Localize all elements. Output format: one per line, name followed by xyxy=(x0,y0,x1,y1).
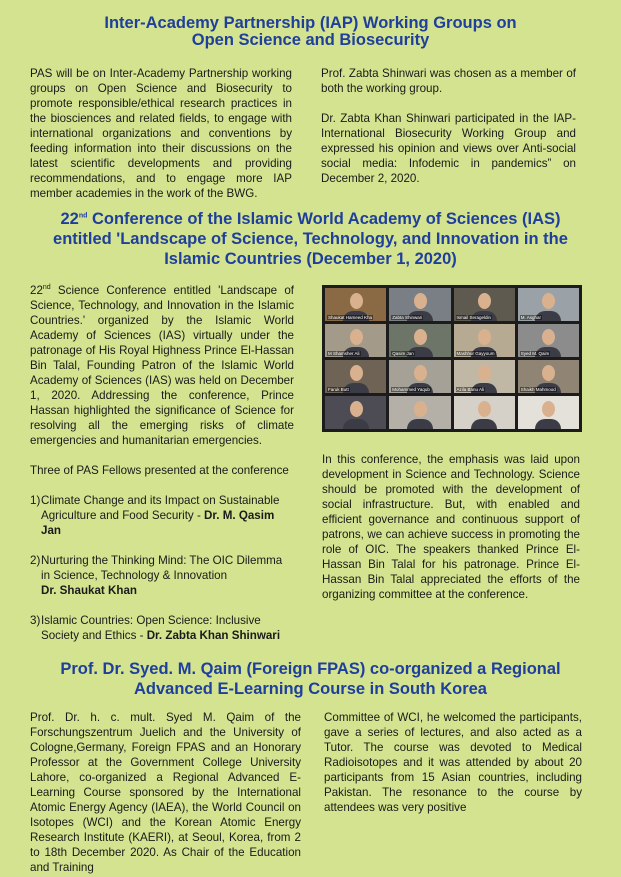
participant-tile xyxy=(389,324,450,357)
participant-tile xyxy=(325,360,386,393)
talk-title: Islamic Countries: Open Science: Inclusive Society and Ethics - xyxy=(41,614,261,642)
talk-text xyxy=(41,613,294,643)
talk-title: Climate Change and its Impact on Sustainable Agriculture and Food Security - xyxy=(41,494,280,522)
participant-face xyxy=(478,293,491,309)
title-line: Prof. Dr. Syed. M. Qaim (Foreign FPAS) co-organized a Regional xyxy=(60,660,561,678)
participant-face xyxy=(542,365,555,381)
participant-tile xyxy=(518,288,579,321)
participant-face xyxy=(542,401,555,417)
participant-name: Mashhur Gayyoum xyxy=(456,351,495,356)
talk-speaker: Dr. Zabta Khan Shinwari xyxy=(146,629,281,642)
participant-face xyxy=(414,293,427,309)
participant-face xyxy=(414,401,427,417)
participant-tile xyxy=(454,396,515,429)
talk-text xyxy=(41,493,294,538)
fellows-intro: Three of PAS Fellows presented at the conference xyxy=(30,464,289,477)
title-number: 22 xyxy=(60,210,79,228)
paragraph: PAS will be on Inter-Academy Partnership working groups on Open Science and Biosecurity to promote responsible/ethical research practices in the biosciences and related fields, to engage with international organizations and conventions by feeding information into their discussions on the latest scientific developments and providing recommendations, and to engage more IAP member academies in the work of the BWG. xyxy=(30,67,292,200)
participant-body xyxy=(471,419,497,429)
video-conference-photo xyxy=(322,285,582,432)
title-line: Advanced E-Learning Course in South Korea xyxy=(134,680,487,698)
participant-face xyxy=(542,293,555,309)
participant-name: Ismail Serageldin xyxy=(456,315,492,320)
participant-tile xyxy=(454,324,515,357)
section-title-qaim xyxy=(0,659,621,699)
participant-name: Faruk Butt xyxy=(328,387,349,392)
participant-tile xyxy=(389,288,450,321)
participant-name: Zabta Shinwari xyxy=(392,315,423,320)
section-title-iap xyxy=(0,15,621,49)
participant-face xyxy=(478,365,491,381)
participant-face xyxy=(350,293,363,309)
ias-left-column xyxy=(30,283,294,643)
superscript: nd xyxy=(42,284,51,292)
participant-tile xyxy=(325,288,386,321)
participant-name: M. Asghar xyxy=(520,315,542,320)
title-line: Inter-Academy Partnership (IAP) Working Groups on xyxy=(104,14,517,32)
text: Science Conference entitled 'Landscape of Science, Technology, and Innovation in the Islamic Countries.' organized by the Islamic World Academy of Sciences (IAS) virtually under the patronage of His Royal Highness Prince El-Hassan Bin Talal, Founding Patron of the Islamic World Academy of Sciences (IAS) was held on December 1, 2020. Addressing the conference, Prince Hassan highlighted the significance of Science for resolving all the emerging risks of climate emergencies and humanitarian emergencies. xyxy=(30,284,294,447)
talk-item xyxy=(30,613,294,643)
talk-number: 1) xyxy=(30,494,41,507)
participant-body xyxy=(407,419,433,429)
participant-name: Qasim Jan xyxy=(392,351,414,356)
talk-number: 3) xyxy=(30,614,41,627)
talk-text xyxy=(41,553,294,598)
qaim-left-column xyxy=(30,710,301,875)
title-line: entitled 'Landscape of Science, Technology, and Innovation in the xyxy=(53,230,568,248)
participant-tile xyxy=(518,396,579,429)
title-superscript: nd xyxy=(78,212,88,220)
participant-face xyxy=(350,365,363,381)
participant-name: M Shamsher Ali xyxy=(328,351,360,356)
participant-face xyxy=(478,401,491,417)
paragraph: Prof. Dr. h. c. mult. Syed M. Qaim of the Forschungszentrum Juelich and the University of Cologne,Germany, Foreign FPAS and an Honorary Professor at the Government College University Lahore, co-organized a Regional Advanced E-Learning Course sponsored by the International Atomic Energy Agency (IAEA), the World Council on Isotopes (WCI) and the Korean Atomic Energy Research Institute (KAERI), at Seoul, Korea, from 2 to 18th December 2020. As Chair of the Education and Training xyxy=(30,711,301,874)
title-line: Open Science and Biosecurity xyxy=(191,31,430,49)
participant-body xyxy=(535,419,561,429)
participant-face xyxy=(350,329,363,345)
participant-name: Syed M. Qaim xyxy=(520,351,550,356)
iap-right-column xyxy=(321,66,576,186)
participant-tile xyxy=(454,288,515,321)
number: 22 xyxy=(30,284,43,297)
talk-number: 2) xyxy=(30,554,41,567)
paragraph: Prof. Zabta Shinwari was chosen as a member of both the working group. xyxy=(321,67,576,95)
talk-speaker: Dr. Shaukat Khan xyxy=(41,584,137,597)
participant-body xyxy=(343,419,369,429)
participant-face xyxy=(414,329,427,345)
participant-face xyxy=(414,365,427,381)
paragraph: Committee of WCI, he welcomed the participants, gave a series of lectures, and also acted as a Tutor. The course was devoted to Medical Radioisotopes and it was attended by about 20 participants from 15 Asian countries, including Pakistan. The resonance to the course by attendees was very positive xyxy=(324,711,582,814)
iap-left-column xyxy=(30,66,292,201)
paragraph xyxy=(30,283,294,448)
section-title-ias xyxy=(0,209,621,269)
participant-tile xyxy=(389,360,450,393)
participant-face xyxy=(542,329,555,345)
participant-tile xyxy=(389,396,450,429)
paragraph: Dr. Zabta Khan Shinwari participated in the IAP-International Biosecurity Working Group and expressed his opinion and views over Anti-social social media: Infodemic in pandemics” on December 2, 2020. xyxy=(321,112,576,185)
talk-title: Nurturing the Thinking Mind: The OIC Dilemma in Science, Technology & Innovation xyxy=(41,554,283,582)
participant-tile xyxy=(518,324,579,357)
participant-tile xyxy=(325,396,386,429)
qaim-right-column xyxy=(324,710,582,815)
participant-tile xyxy=(518,360,579,393)
participant-face xyxy=(350,401,363,417)
talk-item xyxy=(30,493,294,538)
ias-right-column xyxy=(322,452,580,602)
title-line: Conference of the Islamic World Academy of Sciences (IAS) xyxy=(87,210,561,228)
participant-name: Shaikh Mahmood xyxy=(520,387,556,392)
participant-tile xyxy=(454,360,515,393)
title-line: Islamic Countries (December 1, 2020) xyxy=(164,250,457,268)
talk-item xyxy=(30,553,294,598)
participant-face xyxy=(478,329,491,345)
talk-speaker: Dr. M. Qasim Jan xyxy=(41,509,275,537)
participant-name: Shaukat Hameed Kha xyxy=(328,315,373,320)
participant-tile xyxy=(325,324,386,357)
participant-name: Azila Banu Ali xyxy=(456,387,485,392)
participant-name: Mohammed Yaqub xyxy=(392,387,430,392)
paragraph: In this conference, the emphasis was laid upon development in Science and Technology. Science should be promoted with the development of social infrastructure. But, with enabled and efficient governance and continuous support of patrons, we can achieve success in promoting the role of OIC. The speakers thanked Prince El-Hassan Bin Talal for his patronage. Prince El-Hassan Bin Talal appreciated the efforts of the organizing committee at the conference. xyxy=(322,453,580,601)
